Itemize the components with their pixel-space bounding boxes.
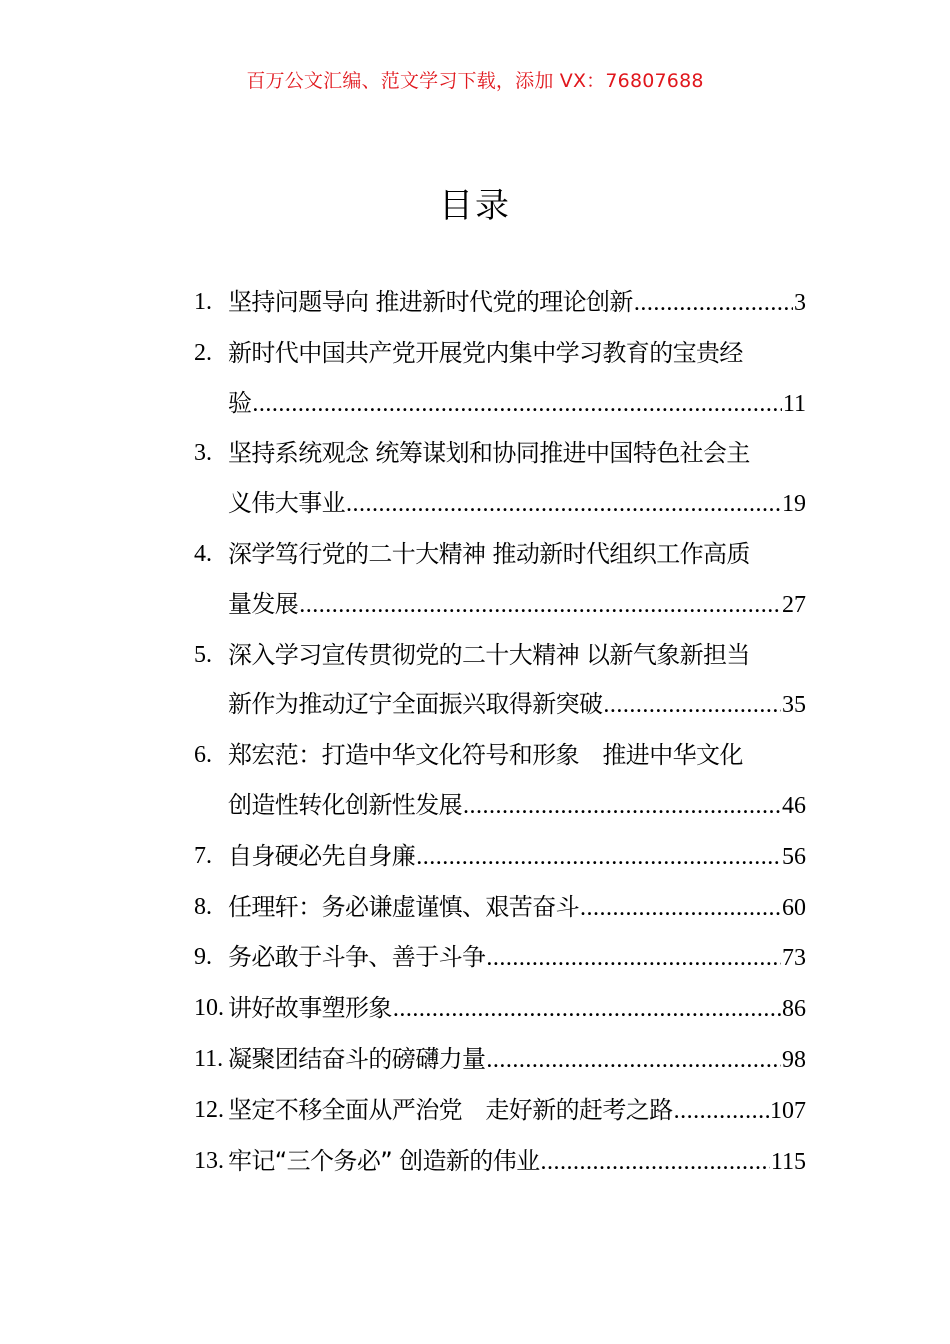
toc-dot-leader: [299, 581, 781, 631]
toc-dot-leader: [674, 1087, 769, 1137]
toc-entry-number: 7.: [194, 842, 212, 869]
toc-entry-number: 5.: [194, 641, 212, 668]
toc-entry-number: 9.: [194, 944, 212, 971]
toc-entry-number: 13.: [194, 1147, 224, 1174]
toc-entry-number: 8.: [194, 893, 212, 920]
toc-entry-title[interactable]: 牢记“三个务必” 创造新的伟业: [228, 1146, 540, 1175]
toc-entry[interactable]: [194, 530, 806, 631]
toc-dot-leader: [580, 884, 781, 934]
toc-entry-title[interactable]: 务必敢于斗争、善于斗争: [228, 943, 486, 972]
toc-entry-number: 2.: [194, 339, 212, 366]
toc-dot-leader: [463, 782, 781, 832]
toc-dot-leader: [252, 380, 781, 430]
toc-dot-leader: [346, 480, 781, 530]
toc-entry-title[interactable]: 新作为推动辽宁全面振兴取得新突破: [228, 690, 603, 719]
header-note: 百万公文汇编、范文学习下载，添加 VX：76807688: [246, 70, 704, 92]
toc-page-number[interactable]: 3: [794, 290, 806, 316]
toc-entry-title[interactable]: 坚持问题导向 推进新时代党的理论创新: [228, 288, 633, 316]
toc-entry-title-line[interactable]: 坚持系统观念 统筹谋划和协同推进中国特色社会主: [228, 439, 750, 468]
toc-entry[interactable]: [194, 1137, 806, 1188]
toc-entry[interactable]: [194, 631, 806, 732]
toc-entry-title[interactable]: 量发展: [228, 589, 299, 618]
toc-page-number[interactable]: 35: [782, 692, 806, 719]
toc-page-number[interactable]: 27: [782, 591, 806, 618]
toc-dot-leader: [541, 1138, 770, 1188]
toc-entry-number: 11.: [194, 1045, 224, 1072]
toc-dot-leader: [486, 1036, 781, 1086]
toc-dot-leader: [393, 985, 781, 1035]
toc-page-number[interactable]: 19: [782, 491, 806, 518]
toc-dot-leader: [416, 833, 781, 883]
toc-entry-title[interactable]: 讲好故事塑形象: [228, 994, 392, 1023]
toc-entry-number: 1.: [194, 289, 212, 315]
toc-page-number[interactable]: 60: [782, 894, 806, 921]
toc-page-number[interactable]: 11: [782, 390, 806, 417]
page-title: 目录: [439, 186, 511, 226]
toc-entry-title[interactable]: 验: [228, 388, 252, 417]
toc-entry-title[interactable]: 创造性转化创新性发展: [228, 790, 462, 819]
toc-page-number[interactable]: 56: [782, 843, 806, 870]
toc-dot-leader: [486, 934, 781, 984]
toc-entry-title[interactable]: 自身硬必先自身廉: [228, 841, 416, 870]
toc-entry[interactable]: [194, 832, 806, 883]
toc-entry-number: 4.: [194, 540, 212, 567]
toc-entry-title[interactable]: 凝聚团结奋斗的磅礴力量: [228, 1044, 486, 1073]
toc-entry[interactable]: [194, 1086, 806, 1137]
toc-entry[interactable]: [194, 429, 806, 530]
toc-entry-title-line[interactable]: 新时代中国共产党开展党内集中学习教育的宝贵经: [228, 338, 743, 367]
toc-entry-title-line[interactable]: 郑宏范：打造中华文化符号和形象 推进中华文化: [228, 741, 743, 770]
toc-entry[interactable]: [194, 984, 806, 1035]
toc-entry-title[interactable]: 坚定不移全面从严治党 走好新的赶考之路: [228, 1095, 673, 1124]
toc-entry[interactable]: [194, 883, 806, 934]
toc-entry[interactable]: [194, 731, 806, 832]
toc-entry-title[interactable]: 任理轩：务必谦虚谨慎、艰苦奋斗: [228, 892, 579, 921]
toc-page-number[interactable]: 107: [770, 1097, 806, 1124]
toc-page-number[interactable]: 115: [770, 1148, 806, 1175]
toc-entry-number: 12.: [194, 1096, 224, 1123]
toc-entry-number: 3.: [194, 440, 212, 467]
toc-entry-title-line[interactable]: 深入学习宣传贯彻党的二十大精神 以新气象新担当: [228, 640, 750, 669]
toc-dot-leader: [634, 279, 793, 329]
toc-page-number[interactable]: 98: [782, 1046, 806, 1073]
toc-page-number[interactable]: 86: [782, 996, 806, 1023]
toc-entry[interactable]: [194, 1035, 806, 1086]
toc-dot-leader: [603, 681, 781, 731]
toc-entry-title[interactable]: 义伟大事业: [228, 489, 345, 518]
toc-entry-number: 10.: [194, 995, 224, 1022]
toc-entry[interactable]: [194, 933, 806, 984]
toc-entry[interactable]: [194, 278, 806, 329]
toc-entry-title-line[interactable]: 深学笃行党的二十大精神 推动新时代组织工作高质: [228, 539, 750, 568]
toc-page-number[interactable]: 73: [782, 945, 806, 972]
toc-entry[interactable]: [194, 329, 806, 430]
table-of-contents: [194, 278, 806, 1187]
toc-page-number[interactable]: 46: [782, 792, 806, 819]
toc-entry-number: 6.: [194, 742, 212, 769]
